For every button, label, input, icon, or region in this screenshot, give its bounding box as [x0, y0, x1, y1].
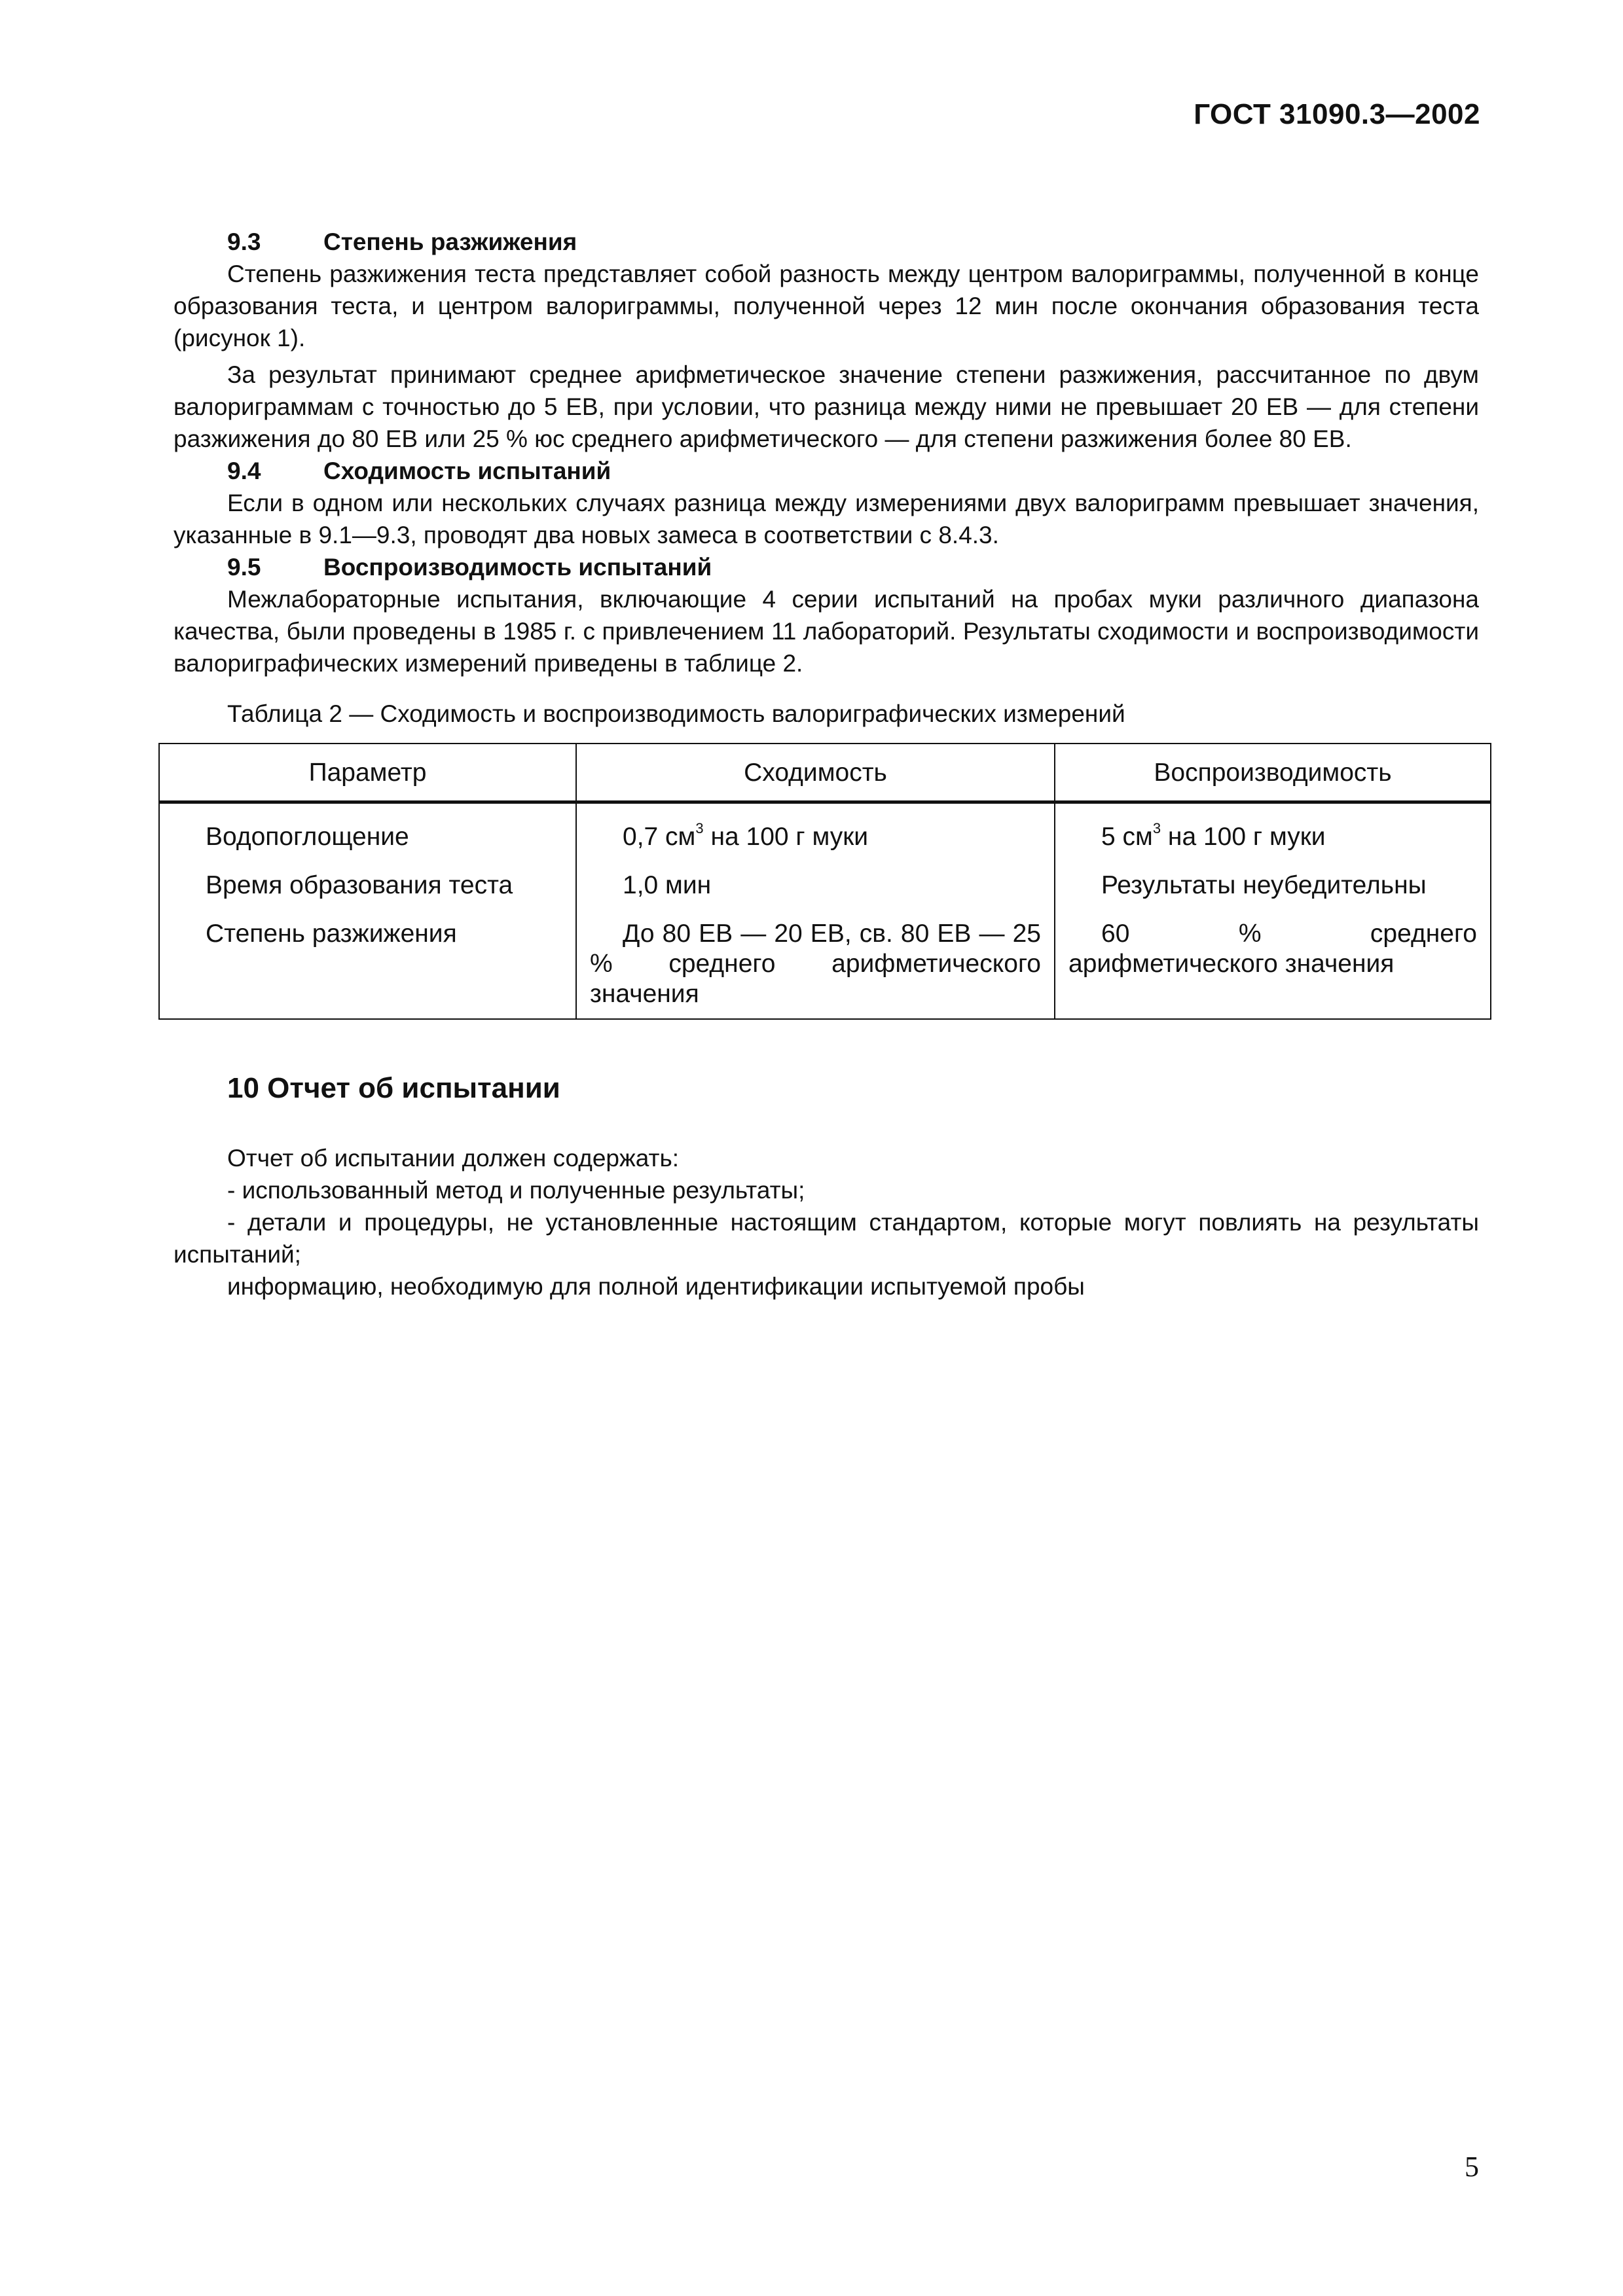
section-number: 9.5 [227, 554, 261, 581]
page-number: 5 [1465, 2151, 1479, 2183]
table-row [159, 852, 1491, 901]
section-number: 9.3 [227, 228, 261, 255]
column-header: Сходимость [576, 744, 1055, 802]
list-item: информацию, необходимую для полной идентификации испытуемой пробы [227, 1273, 1085, 1300]
section-title: Сходимость испытаний [323, 457, 611, 484]
results-table [158, 743, 1491, 1020]
section-9-4-heading [173, 455, 1479, 487]
table-caption: Таблица 2 — Сходимость и воспроизводимость валориграфических измерений [227, 700, 1125, 727]
table-header-row [159, 744, 1491, 802]
reproducibility-cell: Результаты неубедительны [1055, 852, 1491, 901]
section-9-3-heading [173, 226, 1479, 258]
section-number: 9.4 [227, 457, 261, 484]
paragraph: Если в одном или нескольких случаях разница между измерениями двух валориграмм превышает значения, указанные в 9.1—9.3, проводят два новых замеса в соответствии с 8.4.3. [173, 490, 1479, 548]
reproducibility-cell: 60 % среднего арифметического значения [1055, 901, 1491, 1019]
param-cell: Время образования теста [159, 852, 576, 901]
convergence-cell: До 80 ЕВ — 20 ЕВ, св. 80 ЕВ — 25 % среднего арифметического значения [576, 901, 1055, 1019]
document-code: ГОСТ 31090.3—2002 [1194, 98, 1480, 130]
paragraph: Отчет об испытании должен содержать: [227, 1145, 680, 1172]
section-9-5-heading [173, 551, 1479, 583]
reproducibility-cell: 5 $см^3$ на 100 г муки [1055, 802, 1491, 853]
column-header: Параметр [159, 744, 576, 802]
paragraph: За результат принимают среднее арифметическое значение степени разжижения, рассчитанное по двум валориграммам с точностью до 5 ЕВ, при условии, что разница между ними не превышает 20 ЕВ — для степени разжижения до 80 ЕВ или 25 % юс среднего арифметического — для степени разжижения более 80 ЕВ. [173, 361, 1479, 452]
table-row [159, 901, 1491, 1019]
convergence-cell: 0,7 $см^3$ на 100 г муки [576, 802, 1055, 853]
table-row [159, 802, 1491, 853]
paragraph: Межлабораторные испытания, включающие 4 серии испытаний на пробах муки различного диапазона качества, были проведены в 1985 г. с привлечением 11 лабораторий. Результаты сходимости и воспроизводимости валориграфических измерений приведены в таблице 2. [173, 586, 1479, 677]
list-item: - использованный метод и полученные результаты; [227, 1177, 805, 1204]
convergence-cell: 1,0 мин [576, 852, 1055, 901]
paragraph: Степень разжижения теста представляет собой разность между центром валориграммы, полученной в конце образования теста, и центром валориграммы, полученной через 12 мин после окончания образования теста (рисунок 1). [173, 260, 1479, 351]
column-header: Воспроизводимость [1055, 744, 1491, 802]
section-10-heading: 10 Отчет об испытании [227, 1072, 560, 1104]
list-item: - детали и процедуры, не установленные настоящим стандартом, которые могут повлиять на результаты испытаний; [173, 1209, 1479, 1268]
param-cell: Степень разжижения [159, 901, 576, 1019]
section-title: Степень разжижения [323, 228, 577, 255]
section-title: Воспроизводимость испытаний [323, 554, 712, 581]
param-cell: Водопоглощение [159, 802, 576, 853]
main-content [173, 226, 1479, 1302]
